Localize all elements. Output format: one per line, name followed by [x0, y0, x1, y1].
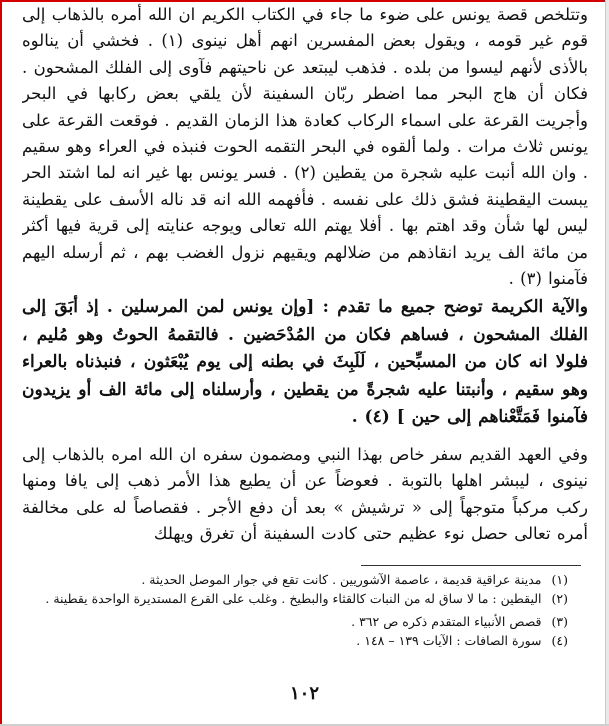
- footnote-text: سورة الصافات : الآيات ١٣٩ – ١٤٨ .: [356, 632, 542, 648]
- footnote-4: [28, 632, 568, 650]
- paragraph-old-testament: وفي العهد القديم سفر خاص بهذا النبي ومضمون سفره ان الله امره بالذهاب إلى نينوى ، ليبشر اهلها بالتوبة . فعوضاً عن أن يطيع هذا الأمر ذهب إلى يافا ومنها ركب مركباً متوجهاً إلى « ترشيش » بعد أن دفع الأجر . فقصاصاً له على مخالفة أمره تعالى حصل نوء عظيم حتى كادت السفينة أن تغرق ويهلك: [22, 445, 588, 544]
- window-frame-left: [0, 0, 2, 726]
- scrollbar-edge[interactable]: [605, 0, 609, 726]
- footnote-text: مدينة عراقية قديمة ، عاصمة الآشوريين . كانت تقع في جوار الموصل الحديثة .: [141, 572, 542, 587]
- footnotes: [28, 571, 568, 650]
- quran-verse-quote: والآية الكريمة توضح جميع ما تقدم : [وإن يونس لمن المرسلين . إذ أبَقَ إلى الفلك المشحون ، فساهم فكان من المُدْحَضين . فالتقمهُ الحوتُ وهو مُليم ، فلولا انه كان من المسبِّحين ، لَلَبِثَ في بطنه إلى يوم يُبْعَثون ، فنبذناه بالعراء وهو سقيم ، وأنبتنا عليه شجرةً من يقطين ، وأرسلناه إلى مائة الف أو يزيدون فآمنوا فَمَتَّعْناهم إلى حين ] (٤) .: [22, 297, 588, 427]
- paragraph-story-summary: وتتلخص قصة يونس على ضوء ما جاء في الكتاب الكريم ان الله أمره بالذهاب إلى قوم غير قومه ، ويقول بعض المفسرين انهم أهل نينوى (١) . فخشي أن ينالوه بالأذى لأنهم ليسوا من بلده . فذهب ليبتعد عن ناحيتهم فآوى إلى الفلك المشحون . فكان أن هاج البحر مما اضطر ربّان السفينة لأن يلقي بعض ركابها في البحر وأجريت القرعة على اسماء الركاب كعادة هذا الزمان القديم . فوقعت القرعة على يونس ثلاث مرات . ولما ألقوه في البحر التقمه الحوت فنبذه في العراء وهو سقيم . وان الله أنبت عليه شجرة من يقطين (٢) . فسر يونس بها غير انه لما اشتد الحر يبست اليقطينة فشق ذلك على نفسه . فأفهمه الله انه قد ناله الأسف على يقطينة ليس لها شأن وقد اهتم بها . أفلا يهتم الله تعالى ويوجه عنايته إلى قرية فيها أكثر من مائة الف يريد انقاذهم من ضلالهم ويقيهم نزول الغضب بهم ، ثم أرسله اليهم فآمنوا (٣) .: [22, 5, 588, 289]
- footnote-3: [28, 613, 568, 631]
- footnote-text: قصص الأنبياء المتقدم ذكره ص ٣٦٢ .: [351, 614, 542, 629]
- footnote-2: [28, 590, 568, 608]
- footnote-text: اليقطين : ما لا ساق له من النبات كالقثاء والبطيخ . وغلب على القرع المستديرة الواحدة يقطينة .: [45, 590, 542, 606]
- footnote-1: [28, 571, 568, 589]
- footnote-number: (٤): [551, 632, 568, 648]
- footnote-separator: [361, 565, 581, 566]
- page-number: ١٠٢: [289, 683, 319, 704]
- footnote-number: (٢): [551, 590, 568, 606]
- footnote-number: (١): [551, 572, 568, 587]
- main-text: [22, 2, 588, 587]
- footnote-number: (٣): [551, 614, 568, 629]
